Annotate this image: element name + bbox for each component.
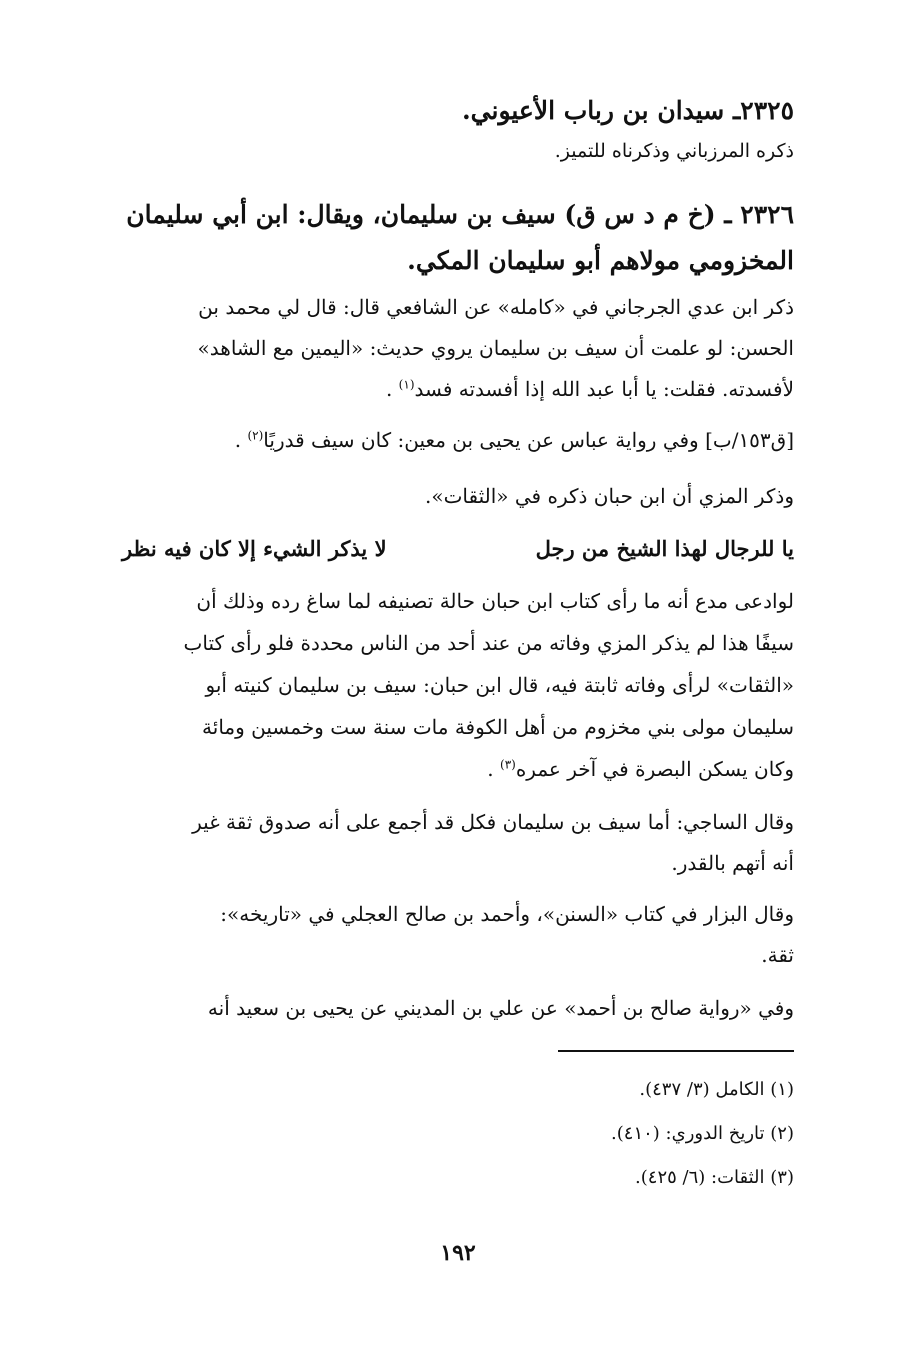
- footnote: (٢) تاريخ الدوري: (٤١٠).: [611, 1123, 794, 1144]
- paragraph: [122, 988, 794, 1029]
- entry-text: ذكره المرزباني وذكرناه للتميز.: [554, 140, 794, 162]
- footnote: (٣) الثقات: (٦/ ٤٢٥).: [635, 1167, 794, 1188]
- entry-title: ٢٣٢٥ـ سيدان بن رباب الأعيوني.: [461, 96, 794, 125]
- text-line: سليمان مولى بني مخزوم من أهل الكوفة مات سنة ست وخمسين ومائة: [202, 715, 794, 739]
- paragraph: [122, 894, 794, 976]
- page-number: ١٩٢: [440, 1240, 476, 1266]
- footnote-ref: (٢): [247, 428, 264, 443]
- text-line: ثقة.: [761, 943, 794, 967]
- text-line: وفي «رواية صالح بن أحمد» عن علي بن المديني عن يحيى بن سعيد أنه: [207, 996, 794, 1020]
- footnote-ref: (٣): [500, 757, 516, 772]
- text-segment: [ق١٥٣/ب] وفي رواية عباس عن يحيى بن معين: كان سيف قدريًا: [263, 428, 794, 452]
- text-line: «الثقات» لرأى وفاته ثابتة فيه، قال ابن حبان: سيف بن سليمان كنيته أبو: [205, 673, 794, 697]
- paragraph: [122, 420, 794, 461]
- entry-title-line: ٢٣٢٦ ـ (خ م د س ق) سيف بن سليمان، ويقال: ابن أبي سليمان: [126, 200, 794, 229]
- text-line: لأفسدته. فقلت: يا أبا عبد الله إذا أفسدته فسد$^{(١)}$ .: [385, 377, 794, 401]
- poetry-verse: [122, 527, 794, 571]
- entry-2326-title: [122, 192, 794, 284]
- paragraph: [122, 802, 794, 884]
- text-line: سيفًا هذا لم يذكر المزي وفاته من عند أحد من الناس محددة فلو رأى كتاب: [183, 631, 794, 655]
- footnote: (١) الكامل (٣/ ٤٣٧).: [639, 1079, 794, 1100]
- text-line: وذكر المزي أن ابن حبان ذكره في «الثقات».: [424, 484, 794, 508]
- paragraph: [122, 476, 794, 517]
- footnotes: [122, 1068, 794, 1200]
- entry-title-line: المخزومي مولاهم أبو سليمان المكي.: [407, 246, 794, 275]
- footnote-ref: (١): [398, 377, 415, 392]
- text-segment: وكان يسكن البصرة في آخر عمره: [515, 757, 794, 781]
- text-line: ذكر ابن عدي الجرجاني في «كامله» عن الشافعي قال: قال لي محمد بن: [198, 295, 794, 319]
- text-line: [ق١٥٣/ب] وفي رواية عباس عن يحيى بن معين: كان سيف قدريًا$^{(٢)}$ .: [234, 428, 794, 452]
- text-line: وقال البزار في كتاب «السنن»، وأحمد بن صالح العجلي في «تاريخه»:: [220, 902, 794, 926]
- footnote-separator: [558, 1050, 794, 1052]
- verse-second-hemistich: لا يذكر الشيء إلا كان فيه نظر: [122, 536, 387, 561]
- text-line: لوادعى مدع أنه ما رأى كتاب ابن حبان حالة تصنيفه لما ساغ رده وذلك أن: [196, 589, 794, 613]
- text-segment: لأفسدته. فقلت: يا أبا عبد الله إذا أفسدته فسد: [414, 377, 794, 401]
- text-line: وكان يسكن البصرة في آخر عمره$^{(٣)}$ .: [487, 757, 794, 781]
- text-line: وقال الساجي: أما سيف بن سليمان فكل قد أجمع على أنه صدوق ثقة غير: [192, 810, 794, 834]
- text-line: الحسن: لو علمت أن سيف بن سليمان يروي حديث: «اليمين مع الشاهد»: [197, 336, 794, 360]
- paragraph: [122, 580, 794, 790]
- entry-2325: [122, 88, 794, 168]
- text-line: أنه أتهم بالقدر.: [671, 851, 794, 875]
- paragraph: [122, 287, 794, 410]
- verse-first-hemistich: يا للرجال لهذا الشيخ من رجل: [535, 536, 794, 561]
